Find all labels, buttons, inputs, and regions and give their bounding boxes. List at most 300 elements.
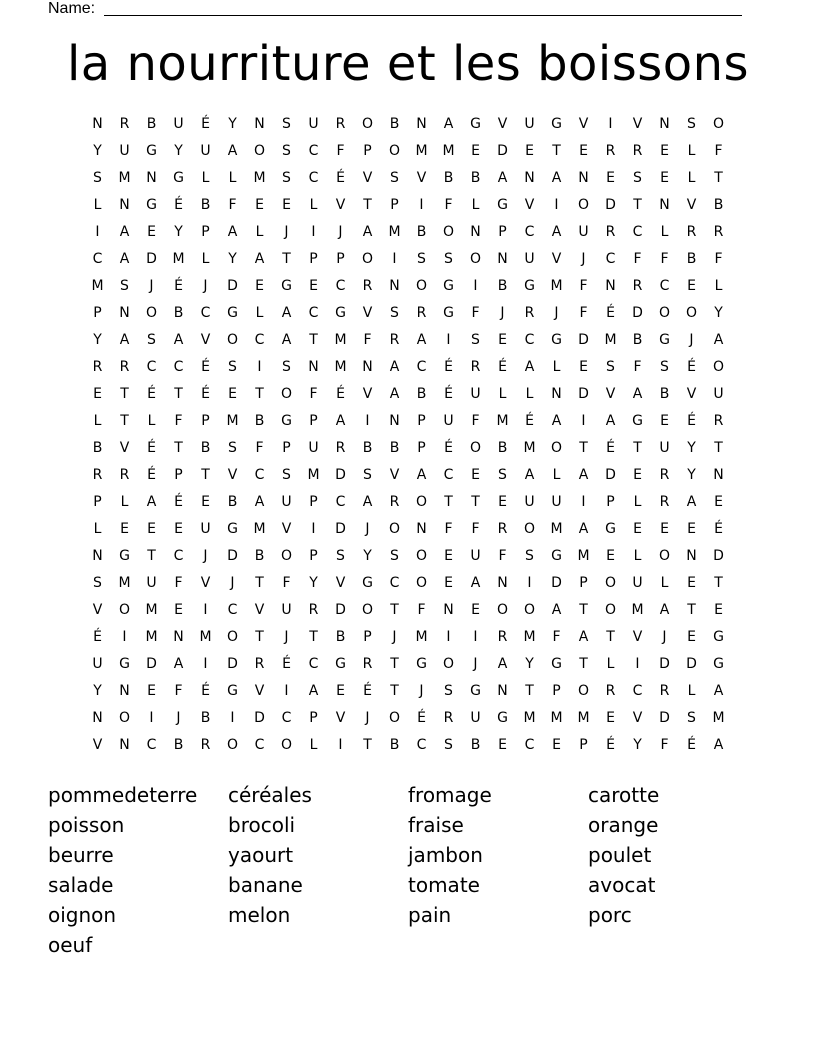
grid-letter: É	[174, 494, 183, 510]
grid-letter: S	[444, 251, 453, 267]
grid-letter: É	[417, 710, 426, 726]
grid-letter: G	[146, 143, 157, 159]
word-list-item: céréales	[228, 783, 312, 807]
grid-letter: V	[605, 386, 616, 402]
grid-letter: G	[335, 305, 346, 321]
grid-letter: M	[334, 332, 347, 348]
grid-letter: P	[309, 251, 318, 267]
grid-letter: B	[362, 440, 373, 456]
grid-letter: Y	[93, 143, 102, 159]
grid-letter: F	[471, 305, 480, 321]
grid-letter: V	[92, 737, 103, 753]
grid-letter: N	[605, 278, 616, 294]
grid-letter: R	[713, 224, 724, 240]
grid-letter: A	[146, 494, 157, 510]
grid-letter: Y	[174, 143, 183, 159]
grid-letter: L	[552, 359, 561, 375]
grid-letter: V	[200, 332, 211, 348]
grid-letter: G	[443, 278, 454, 294]
grid-letter: S	[417, 251, 426, 267]
grid-letter: O	[361, 251, 374, 267]
grid-letter: J	[149, 278, 154, 294]
grid-letter: L	[93, 197, 102, 213]
grid-letter: M	[523, 440, 536, 456]
grid-letter: G	[335, 656, 346, 672]
grid-letter: T	[174, 440, 183, 456]
grid-letter: G	[551, 548, 562, 564]
grid-letter: I	[365, 413, 370, 429]
grid-letter: O	[253, 143, 266, 159]
grid-letter: E	[336, 683, 345, 699]
grid-letter: G	[605, 521, 616, 537]
grid-letter: L	[147, 413, 156, 429]
grid-letter: T	[390, 683, 399, 699]
grid-letter: G	[227, 683, 238, 699]
grid-row	[84, 138, 732, 165]
grid-letter: D	[605, 467, 616, 483]
grid-row	[84, 543, 732, 570]
grid-row	[84, 246, 732, 273]
grid-letter: R	[497, 521, 508, 537]
grid-letter: A	[470, 575, 481, 591]
grid-letter: D	[227, 278, 238, 294]
grid-letter: O	[523, 602, 536, 618]
grid-letter: R	[659, 683, 670, 699]
grid-letter: I	[122, 629, 127, 645]
grid-letter: T	[525, 683, 534, 699]
grid-letter: M	[307, 467, 320, 483]
grid-letter: S	[93, 575, 102, 591]
grid-letter: N	[119, 737, 130, 753]
grid-letter: T	[390, 656, 399, 672]
grid-row	[84, 570, 732, 597]
grid-letter: T	[687, 602, 696, 618]
grid-letter: U	[443, 413, 454, 429]
grid-letter: B	[416, 224, 427, 240]
grid-letter: J	[365, 710, 370, 726]
grid-letter: P	[498, 224, 507, 240]
grid-letter: E	[228, 386, 237, 402]
grid-letter: A	[281, 332, 292, 348]
grid-letter: C	[227, 602, 238, 618]
grid-letter: D	[335, 521, 346, 537]
grid-letter: M	[253, 521, 266, 537]
grid-letter: A	[281, 305, 292, 321]
grid-letter: D	[713, 548, 724, 564]
grid-letter: I	[338, 737, 343, 753]
grid-letter: L	[201, 251, 210, 267]
grid-letter: U	[146, 575, 157, 591]
grid-letter: T	[363, 197, 372, 213]
grid-letter: B	[443, 170, 454, 186]
grid-letter: G	[281, 413, 292, 429]
grid-letter: V	[632, 116, 643, 132]
grid-letter: B	[200, 197, 211, 213]
grid-letter: M	[388, 224, 401, 240]
grid-row	[84, 705, 732, 732]
grid-letter: R	[632, 278, 643, 294]
grid-letter: T	[282, 251, 291, 267]
grid-letter: J	[176, 710, 181, 726]
grid-letter: E	[444, 575, 453, 591]
grid-letter: B	[389, 440, 400, 456]
word-search-grid	[84, 111, 732, 759]
grid-letter: D	[335, 467, 346, 483]
grid-letter: V	[632, 710, 643, 726]
grid-letter: T	[363, 737, 372, 753]
grid-letter: B	[227, 494, 238, 510]
grid-letter: V	[119, 440, 130, 456]
word-list-item: banane	[228, 873, 303, 897]
grid-letter: I	[635, 656, 640, 672]
grid-letter: M	[550, 521, 563, 537]
word-list-item: jambon	[408, 843, 483, 867]
grid-letter: E	[552, 737, 561, 753]
grid-letter: B	[200, 440, 211, 456]
grid-letter: D	[335, 602, 346, 618]
grid-letter: V	[389, 467, 400, 483]
grid-letter: O	[442, 224, 455, 240]
grid-letter: G	[659, 332, 670, 348]
grid-letter: A	[659, 602, 670, 618]
grid-letter: E	[471, 143, 480, 159]
grid-letter: M	[604, 332, 617, 348]
grid-letter: É	[336, 170, 345, 186]
grid-letter: N	[659, 116, 670, 132]
grid-letter: L	[633, 494, 642, 510]
grid-letter: E	[120, 521, 129, 537]
grid-letter: P	[174, 467, 183, 483]
grid-letter: F	[363, 332, 372, 348]
grid-letter: R	[686, 224, 697, 240]
grid-letter: E	[444, 548, 453, 564]
grid-letter: E	[147, 224, 156, 240]
grid-letter: T	[201, 467, 210, 483]
grid-letter: E	[660, 413, 669, 429]
grid-letter: M	[496, 413, 509, 429]
grid-letter: I	[581, 413, 586, 429]
grid-letter: V	[200, 575, 211, 591]
grid-letter: F	[282, 575, 291, 591]
grid-letter: C	[389, 575, 400, 591]
grid-letter: A	[389, 386, 400, 402]
grid-letter: P	[579, 737, 588, 753]
grid-letter: O	[280, 548, 293, 564]
word-list-item: tomate	[408, 873, 480, 897]
grid-letter: E	[660, 521, 669, 537]
word-list-item: salade	[48, 873, 114, 897]
grid-letter: M	[415, 143, 428, 159]
grid-letter: I	[473, 629, 478, 645]
word-list-item: carotte	[588, 783, 660, 807]
grid-letter: A	[443, 116, 454, 132]
grid-letter: G	[713, 629, 724, 645]
word-list-item: poisson	[48, 813, 125, 837]
grid-letter: G	[470, 683, 481, 699]
grid-letter: L	[93, 521, 102, 537]
grid-letter: A	[713, 737, 724, 753]
grid-letter: P	[201, 413, 210, 429]
grid-letter: O	[685, 305, 698, 321]
grid-letter: T	[552, 143, 561, 159]
grid-letter: E	[93, 386, 102, 402]
grid-letter: S	[390, 305, 399, 321]
grid-letter: P	[606, 494, 615, 510]
page-title: la nourriture et les boissons	[66, 36, 750, 92]
grid-letter: E	[498, 332, 507, 348]
grid-letter: E	[255, 197, 264, 213]
grid-letter: A	[119, 332, 130, 348]
grid-letter: P	[552, 683, 561, 699]
word-list-item: yaourt	[228, 843, 294, 867]
grid-letter: I	[203, 656, 208, 672]
grid-letter: I	[446, 629, 451, 645]
grid-letter: F	[174, 683, 183, 699]
grid-letter: I	[608, 116, 613, 132]
grid-letter: V	[416, 170, 427, 186]
grid-letter: U	[470, 710, 481, 726]
grid-letter: A	[362, 224, 373, 240]
grid-letter: S	[390, 548, 399, 564]
grid-letter: É	[444, 359, 453, 375]
grid-letter: A	[335, 413, 346, 429]
grid-letter: O	[577, 197, 590, 213]
grid-letter: D	[659, 710, 670, 726]
grid-letter: L	[120, 494, 129, 510]
grid-letter: R	[335, 440, 346, 456]
grid-letter: N	[173, 629, 184, 645]
grid-letter: R	[524, 305, 535, 321]
grid-letter: U	[119, 143, 130, 159]
grid-letter: R	[92, 359, 103, 375]
grid-letter: O	[388, 710, 401, 726]
grid-letter: O	[415, 548, 428, 564]
grid-letter: D	[578, 332, 589, 348]
grid-letter: R	[335, 116, 346, 132]
grid-letter: É	[687, 737, 696, 753]
grid-letter: É	[201, 359, 210, 375]
grid-letter: P	[309, 413, 318, 429]
grid-letter: E	[714, 494, 723, 510]
grid-letter: A	[713, 683, 724, 699]
grid-letter: S	[633, 170, 642, 186]
grid-letter: G	[713, 656, 724, 672]
grid-letter: P	[417, 413, 426, 429]
grid-letter: O	[118, 602, 131, 618]
grid-letter: O	[280, 386, 293, 402]
grid-letter: U	[470, 548, 481, 564]
grid-letter: O	[604, 602, 617, 618]
grid-letter: C	[416, 737, 427, 753]
grid-letter: G	[524, 278, 535, 294]
grid-letter: B	[389, 737, 400, 753]
grid-letter: M	[253, 170, 266, 186]
grid-letter: J	[500, 305, 505, 321]
grid-letter: B	[713, 197, 724, 213]
word-list-item: orange	[588, 813, 659, 837]
grid-letter: O	[388, 143, 401, 159]
grid-letter: F	[498, 548, 507, 564]
grid-letter: U	[713, 386, 724, 402]
grid-row	[84, 678, 732, 705]
grid-letter: V	[335, 197, 346, 213]
grid-letter: E	[471, 602, 480, 618]
grid-letter: V	[497, 116, 508, 132]
grid-letter: E	[660, 143, 669, 159]
grid-letter: C	[416, 359, 427, 375]
grid-letter: S	[282, 143, 291, 159]
grid-letter: C	[443, 467, 454, 483]
grid-letter: M	[523, 629, 536, 645]
grid-letter: E	[174, 521, 183, 537]
grid-letter: M	[577, 710, 590, 726]
grid-letter: O	[469, 440, 482, 456]
grid-letter: O	[712, 116, 725, 132]
grid-letter: B	[335, 629, 346, 645]
grid-letter: F	[255, 440, 264, 456]
grid-letter: A	[713, 332, 724, 348]
grid-letter: C	[254, 467, 265, 483]
grid-letter: E	[174, 602, 183, 618]
grid-letter: I	[95, 224, 100, 240]
grid-letter: S	[336, 548, 345, 564]
grid-letter: B	[470, 737, 481, 753]
grid-letter: I	[446, 332, 451, 348]
grid-letter: L	[633, 548, 642, 564]
grid-letter: I	[581, 494, 586, 510]
grid-letter: O	[658, 548, 671, 564]
grid-letter: U	[200, 521, 211, 537]
grid-letter: I	[284, 683, 289, 699]
grid-letter: V	[227, 467, 238, 483]
grid-letter: G	[362, 575, 373, 591]
grid-letter: N	[308, 359, 319, 375]
grid-letter: É	[147, 467, 156, 483]
grid-row	[84, 651, 732, 678]
name-label: Name:	[48, 0, 96, 17]
grid-letter: É	[174, 197, 183, 213]
grid-row	[84, 381, 732, 408]
grid-letter: L	[471, 197, 480, 213]
grid-letter: R	[389, 332, 400, 348]
grid-letter: T	[255, 629, 264, 645]
grid-letter: B	[200, 710, 211, 726]
grid-letter: L	[309, 737, 318, 753]
grid-letter: Y	[228, 251, 237, 267]
grid-letter: É	[606, 737, 615, 753]
grid-letter: T	[633, 197, 642, 213]
grid-letter: D	[578, 386, 589, 402]
grid-letter: J	[338, 224, 343, 240]
grid-letter: S	[390, 170, 399, 186]
grid-letter: A	[551, 170, 562, 186]
grid-letter: U	[470, 386, 481, 402]
grid-letter: O	[118, 710, 131, 726]
grid-letter: É	[336, 386, 345, 402]
grid-letter: N	[119, 683, 130, 699]
grid-letter: S	[471, 332, 480, 348]
grid-letter: B	[92, 440, 103, 456]
grid-letter: T	[633, 440, 642, 456]
grid-letter: J	[284, 224, 289, 240]
grid-letter: N	[497, 251, 508, 267]
grid-letter: E	[579, 359, 588, 375]
grid-letter: J	[419, 683, 424, 699]
grid-letter: F	[228, 197, 237, 213]
grid-letter: Y	[687, 467, 696, 483]
grid-letter: I	[311, 224, 316, 240]
grid-letter: É	[201, 116, 210, 132]
grid-letter: J	[203, 548, 208, 564]
grid-letter: L	[93, 413, 102, 429]
grid-letter: V	[335, 710, 346, 726]
grid-letter: S	[93, 170, 102, 186]
grid-letter: C	[281, 710, 292, 726]
grid-letter: F	[579, 305, 588, 321]
grid-letter: M	[199, 629, 212, 645]
grid-letter: I	[527, 575, 532, 591]
grid-letter: C	[146, 359, 157, 375]
grid-letter: E	[579, 143, 588, 159]
grid-letter: A	[119, 251, 130, 267]
grid-letter: L	[309, 197, 318, 213]
grid-letter: A	[173, 332, 184, 348]
grid-letter: T	[579, 602, 588, 618]
grid-letter: É	[606, 305, 615, 321]
grid-letter: U	[281, 494, 292, 510]
grid-letter: C	[335, 278, 346, 294]
grid-letter: T	[120, 386, 129, 402]
word-list-item: fraise	[408, 813, 464, 837]
grid-letter: É	[147, 386, 156, 402]
grid-letter: J	[203, 278, 208, 294]
grid-letter: C	[308, 143, 319, 159]
grid-letter: T	[390, 602, 399, 618]
grid-letter: B	[497, 440, 508, 456]
grid-letter: N	[389, 413, 400, 429]
grid-letter: R	[416, 305, 427, 321]
grid-letter: O	[415, 278, 428, 294]
grid-letter: S	[282, 170, 291, 186]
grid-letter: U	[173, 116, 184, 132]
grid-letter: E	[714, 602, 723, 618]
grid-letter: F	[660, 737, 669, 753]
grid-letter: S	[228, 359, 237, 375]
grid-letter: E	[498, 737, 507, 753]
grid-letter: T	[174, 386, 183, 402]
grid-letter: A	[308, 683, 319, 699]
grid-letter: D	[605, 197, 616, 213]
grid-letter: U	[659, 440, 670, 456]
grid-letter: P	[579, 575, 588, 591]
grid-row	[84, 462, 732, 489]
grid-letter: B	[389, 116, 400, 132]
grid-letter: L	[228, 170, 237, 186]
grid-letter: Y	[93, 683, 102, 699]
grid-letter: C	[146, 737, 157, 753]
grid-letter: É	[93, 629, 102, 645]
grid-letter: S	[660, 359, 669, 375]
grid-letter: É	[687, 413, 696, 429]
grid-letter: A	[605, 413, 616, 429]
grid-letter: O	[469, 251, 482, 267]
grid-letter: U	[92, 656, 103, 672]
grid-letter: L	[255, 305, 264, 321]
grid-letter: F	[633, 359, 642, 375]
grid-letter: N	[497, 683, 508, 699]
grid-letter: U	[200, 143, 211, 159]
grid-letter: M	[172, 251, 185, 267]
